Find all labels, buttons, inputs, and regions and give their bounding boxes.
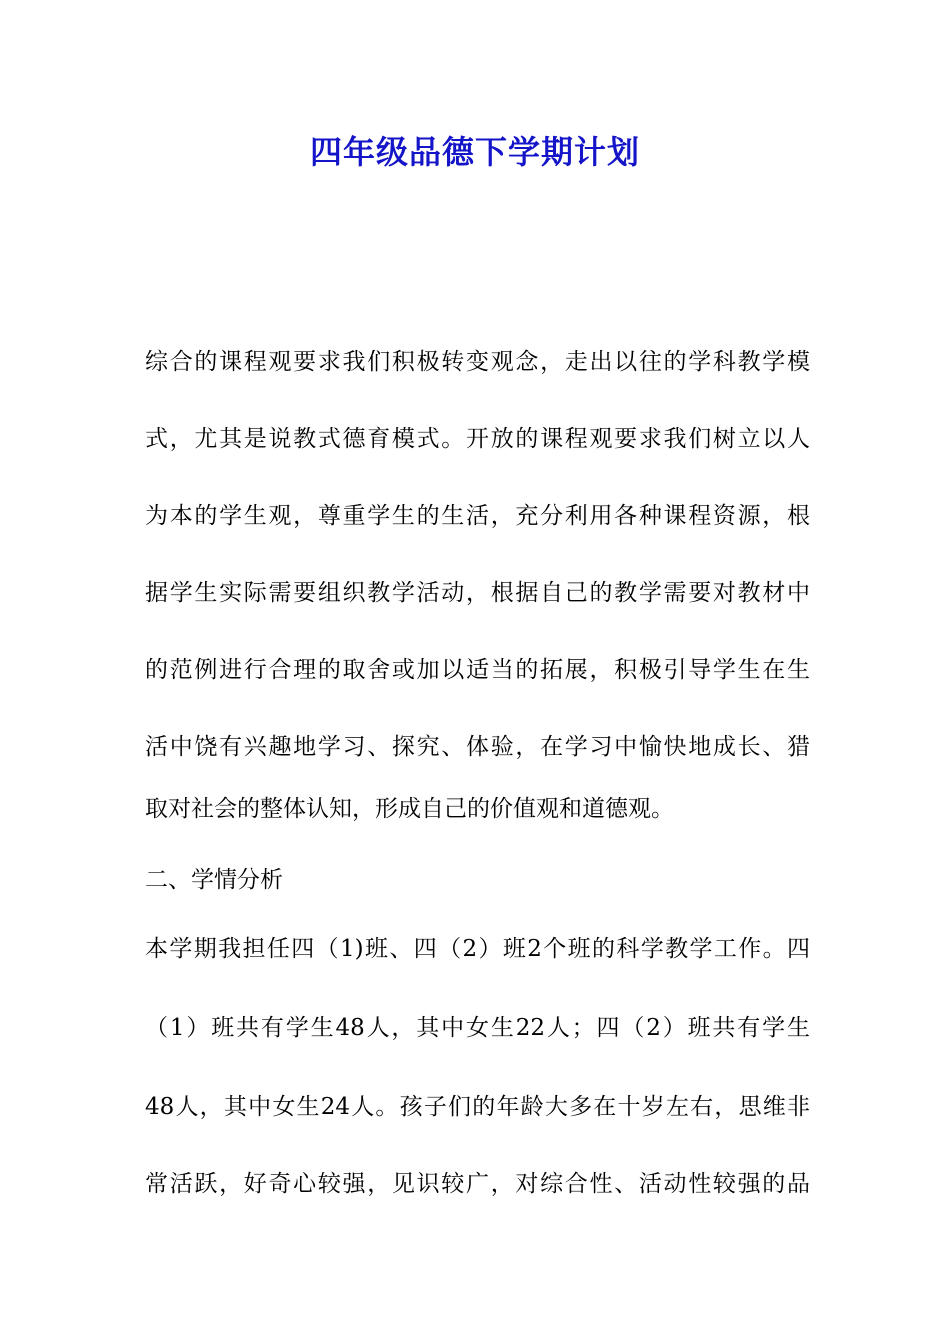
body-line: 取对社会的整体认知，形成自己的价值观和道德观。	[145, 796, 674, 822]
body-line: 本学期我担任四（1)班、四（2）班2个班的科学教学工作。四	[145, 936, 810, 962]
body-line: 常活跃，好奇心较强，见识较广，对综合性、活动性较强的品	[145, 1171, 810, 1197]
body-line: 48人，其中女生24人。孩子们的年龄大多在十岁左右，思维非	[145, 1094, 810, 1120]
body-line: 为本的学生观，尊重学生的生活，充分利用各种课程资源，根	[145, 503, 810, 529]
body-line: 活中饶有兴趣地学习、探究、体验，在学习中愉快地成长、猎	[145, 734, 810, 760]
body-line: 的范例进行合理的取舍或加以适当的拓展，积极引导学生在生	[145, 657, 810, 683]
document-body	[145, 347, 810, 1207]
body-line: 据学生实际需要组织教学活动，根据自己的教学需要对教材中	[145, 580, 810, 606]
body-line: （1）班共有学生48人，其中女生22人；四（2）班共有学生	[145, 1015, 810, 1041]
body-line: 综合的课程观要求我们积极转变观念，走出以往的学科教学模	[145, 349, 810, 375]
section-heading: 二、学情分析	[145, 867, 283, 893]
body-line: 式，尤其是说教式德育模式。开放的课程观要求我们树立以人	[145, 426, 810, 452]
document-title: 四年级品德下学期计划	[309, 133, 640, 171]
